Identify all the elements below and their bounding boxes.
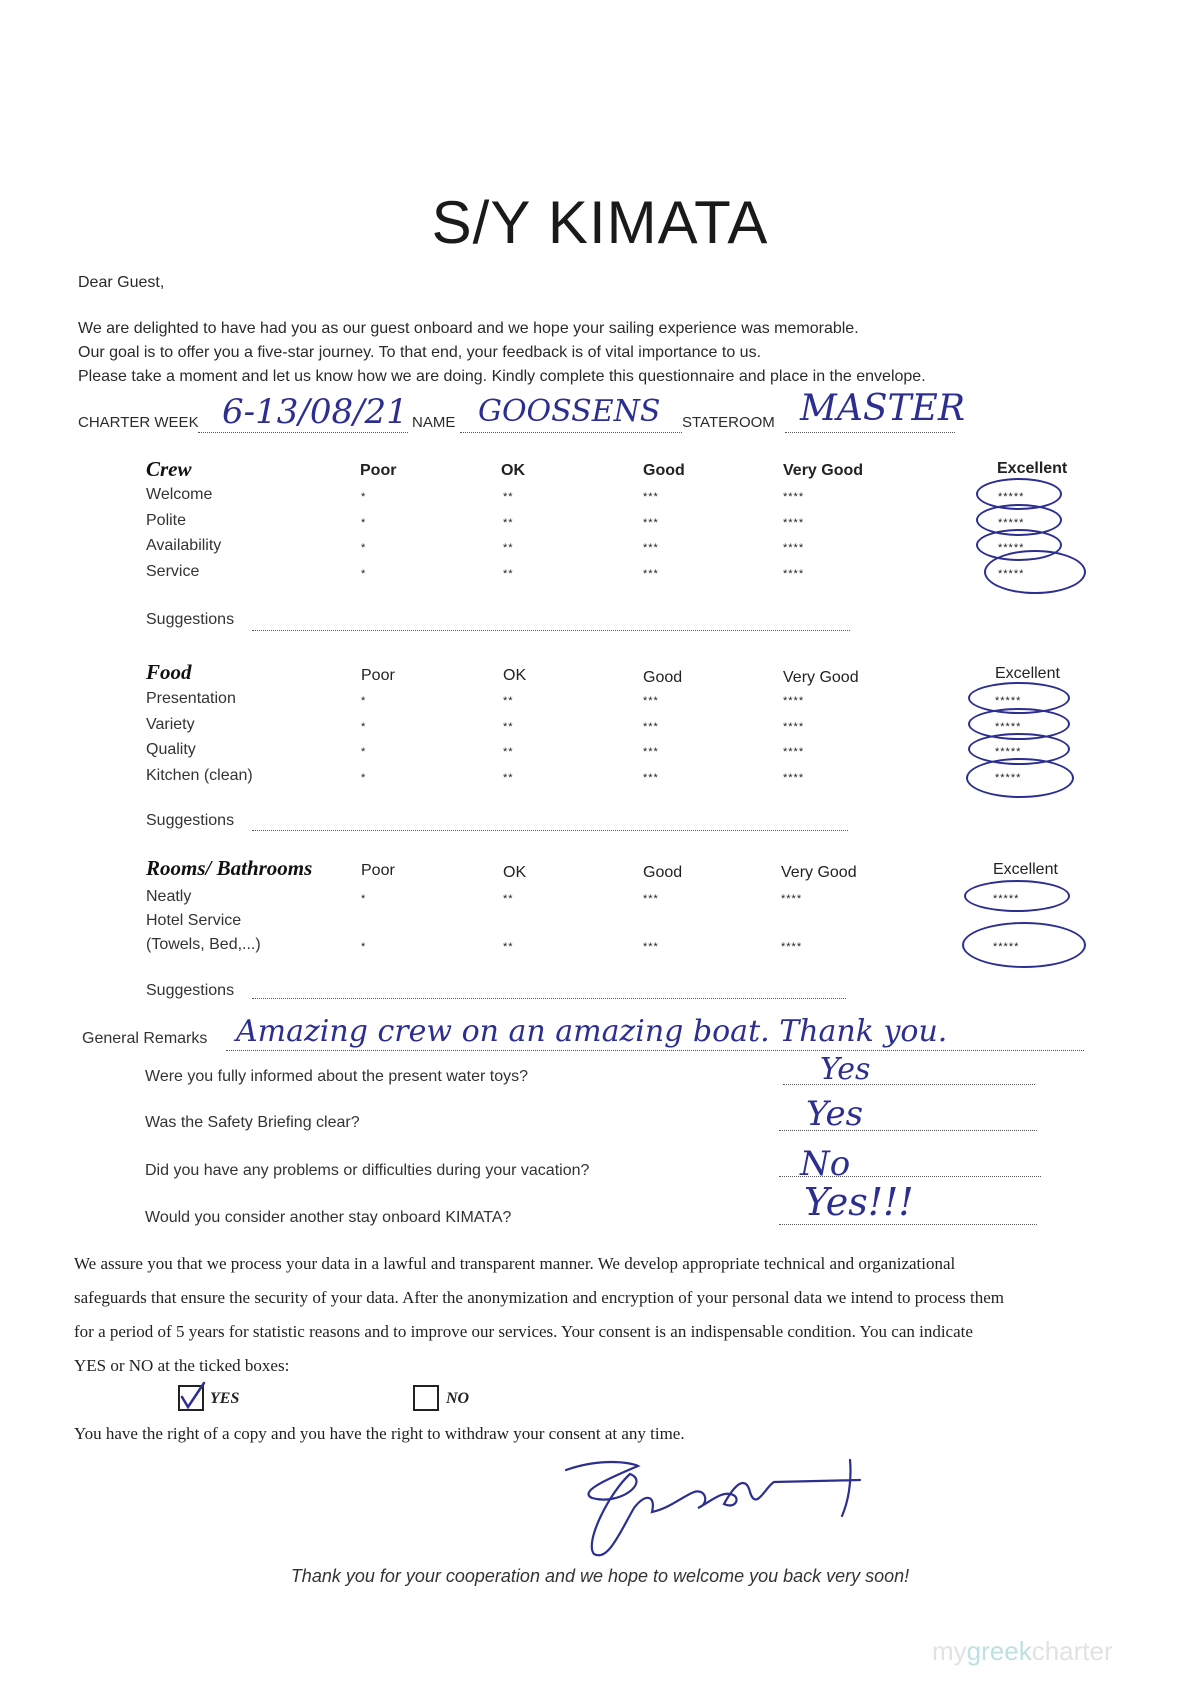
- stateroom-label: STATEROOM: [682, 414, 775, 431]
- suggestions-line[interactable]: [252, 830, 848, 831]
- star-ok[interactable]: **: [503, 517, 514, 529]
- intro-line-1: We are delighted to have had you as our guest onboard and we hope your sailing experience was memorable.: [78, 320, 859, 337]
- star-very-good[interactable]: ****: [783, 772, 805, 784]
- star-ok[interactable]: **: [503, 746, 514, 758]
- star-poor[interactable]: *: [361, 491, 367, 503]
- star-excellent[interactable]: *****: [993, 941, 1020, 953]
- star-poor[interactable]: *: [361, 893, 367, 905]
- star-ok[interactable]: **: [503, 568, 514, 580]
- col-very-good: Very Good: [783, 669, 859, 686]
- section-title: Crew: [146, 457, 192, 481]
- data-notice-line-4: YES or NO at the ticked boxes:: [74, 1356, 290, 1375]
- star-very-good[interactable]: ****: [783, 568, 805, 580]
- stateroom-value[interactable]: MASTER: [800, 388, 965, 429]
- data-notice-line-3: for a period of 5 years for statistic reasons and to improve our services. Your consent is an indispensable condition. You can indicate: [74, 1322, 973, 1341]
- star-ok[interactable]: **: [503, 542, 514, 554]
- col-good: Good: [643, 462, 685, 479]
- section-title: Rooms/ Bathrooms: [146, 856, 313, 880]
- row-label-quality: Quality: [146, 741, 196, 758]
- intro-line-3: Please take a moment and let us know how we are doing. Kindly complete this questionnaire and place in the envelope.: [78, 368, 926, 385]
- suggestions-line[interactable]: [252, 998, 846, 999]
- star-good[interactable]: ***: [643, 695, 659, 707]
- star-poor[interactable]: *: [361, 695, 367, 707]
- question-another-stay: Would you consider another stay onboard KIMATA?: [145, 1209, 512, 1226]
- col-excellent: Excellent: [993, 861, 1058, 878]
- col-good: Good: [643, 669, 683, 686]
- charter-week-value[interactable]: 6-13/08/21: [222, 392, 408, 432]
- star-good[interactable]: ***: [643, 517, 659, 529]
- star-excellent[interactable]: *****: [995, 721, 1022, 733]
- watermark-prefix: my: [932, 1636, 967, 1666]
- name-value[interactable]: GOOSSENS: [478, 394, 661, 429]
- col-ok: OK: [503, 864, 527, 881]
- charter-week-line: [198, 432, 408, 433]
- closing-message: Thank you for your cooperation and we hope to welcome you back very soon!: [290, 1566, 910, 1586]
- document-title: S/Y KIMATA: [431, 189, 769, 256]
- star-excellent[interactable]: *****: [995, 746, 1022, 758]
- star-ok[interactable]: **: [503, 721, 514, 733]
- star-good[interactable]: ***: [643, 772, 659, 784]
- rights-text: You have the right of a copy and you have the right to withdraw your consent at any time.: [74, 1424, 685, 1443]
- charter-week-label: CHARTER WEEK: [78, 414, 199, 431]
- star-very-good[interactable]: ****: [783, 517, 805, 529]
- question-problems: Did you have any problems or difficulties during your vacation?: [145, 1162, 590, 1179]
- star-poor[interactable]: *: [361, 941, 367, 953]
- star-very-good[interactable]: ****: [783, 542, 805, 554]
- answer-another-stay[interactable]: Yes!!!: [804, 1180, 914, 1224]
- star-poor[interactable]: *: [361, 517, 367, 529]
- row-label-hotel-service: Hotel Service: [146, 912, 242, 929]
- star-good[interactable]: ***: [643, 941, 659, 953]
- star-very-good[interactable]: ****: [783, 491, 805, 503]
- general-remarks-label: General Remarks: [82, 1030, 208, 1047]
- col-ok: OK: [503, 667, 527, 684]
- row-label-service: Service: [146, 563, 200, 580]
- name-label: NAME: [412, 414, 456, 431]
- intro-line-2: Our goal is to offer you a five-star journey. To that end, your feedback is of vital importance to us.: [78, 344, 762, 361]
- star-good[interactable]: ***: [643, 746, 659, 758]
- star-excellent[interactable]: *****: [995, 772, 1022, 784]
- row-label-variety: Variety: [146, 716, 195, 733]
- section-title: Food: [146, 660, 192, 684]
- star-ok[interactable]: **: [503, 772, 514, 784]
- suggestions-label: Suggestions: [146, 812, 235, 829]
- row-label-presentation: Presentation: [146, 690, 236, 707]
- consent-yes-label: YES: [210, 1390, 240, 1407]
- general-remarks-value[interactable]: Amazing crew on an amazing boat. Thank you.: [236, 1014, 948, 1049]
- suggestions-label: Suggestions: [146, 611, 235, 628]
- star-poor[interactable]: *: [361, 746, 367, 758]
- star-ok[interactable]: **: [503, 893, 514, 905]
- answer-problems[interactable]: No: [800, 1144, 851, 1184]
- star-excellent[interactable]: *****: [998, 568, 1025, 580]
- col-good: Good: [643, 864, 683, 881]
- star-excellent[interactable]: *****: [998, 542, 1025, 554]
- star-good[interactable]: ***: [643, 721, 659, 733]
- row-label-towels-bed: (Towels, Bed,...): [146, 936, 261, 953]
- star-ok[interactable]: **: [503, 695, 514, 707]
- answer-water-toys[interactable]: Yes: [820, 1052, 871, 1087]
- star-good[interactable]: ***: [643, 893, 659, 905]
- greeting: Dear Guest,: [78, 274, 165, 291]
- selected-oval: [964, 880, 1070, 912]
- selected-oval: [966, 758, 1074, 798]
- selected-oval: [984, 550, 1086, 594]
- col-very-good: Very Good: [783, 462, 864, 479]
- col-excellent: Excellent: [997, 460, 1068, 477]
- star-very-good[interactable]: ****: [783, 695, 805, 707]
- star-poor[interactable]: *: [361, 772, 367, 784]
- star-excellent[interactable]: *****: [998, 517, 1025, 529]
- selected-oval: [962, 922, 1086, 968]
- row-label-kitchen: Kitchen (clean): [146, 767, 253, 784]
- star-excellent[interactable]: *****: [998, 491, 1025, 503]
- star-very-good[interactable]: ****: [783, 746, 805, 758]
- star-very-good[interactable]: ****: [781, 893, 803, 905]
- data-notice-line-1: We assure you that we process your data in a lawful and transparent manner. We develop appropriate technical and organizational: [74, 1254, 956, 1273]
- question-water-toys: Were you fully informed about the present water toys?: [145, 1068, 529, 1085]
- answer-safety-briefing[interactable]: Yes: [806, 1094, 864, 1134]
- star-excellent[interactable]: *****: [993, 893, 1020, 905]
- row-label-welcome: Welcome: [146, 486, 213, 503]
- row-label-polite: Polite: [146, 512, 187, 529]
- suggestions-label: Suggestions: [146, 982, 235, 999]
- signature: [560, 1452, 920, 1562]
- question-safety-briefing: Was the Safety Briefing clear?: [145, 1114, 360, 1131]
- star-very-good[interactable]: ****: [783, 721, 805, 733]
- row-label-neatly: Neatly: [146, 888, 192, 905]
- star-good[interactable]: ***: [643, 491, 659, 503]
- col-poor: Poor: [361, 862, 395, 879]
- watermark-brand: greek: [966, 1636, 1032, 1666]
- data-notice-line-2: safeguards that ensure the security of your data. After the anonymization and encryption of your personal data we intend to process them: [74, 1288, 1004, 1307]
- consent-no-label: NO: [446, 1390, 470, 1407]
- row-label-availability: Availability: [146, 537, 222, 554]
- col-excellent: Excellent: [995, 665, 1060, 682]
- star-good[interactable]: ***: [643, 542, 659, 554]
- watermark-logo: [932, 1636, 1113, 1667]
- star-very-good[interactable]: ****: [781, 941, 803, 953]
- star-good[interactable]: ***: [643, 568, 659, 580]
- col-poor: Poor: [361, 667, 395, 684]
- answer-line: [779, 1224, 1037, 1225]
- suggestions-line[interactable]: [252, 630, 850, 631]
- name-line: [460, 432, 682, 433]
- watermark-suffix: charter: [1031, 1636, 1113, 1666]
- consent-no-checkbox[interactable]: [413, 1385, 439, 1411]
- star-poor[interactable]: *: [361, 721, 367, 733]
- general-remarks-line: [226, 1050, 1084, 1051]
- check-mark-icon: [178, 1381, 208, 1411]
- star-excellent[interactable]: *****: [995, 695, 1022, 707]
- col-very-good: Very Good: [781, 864, 857, 881]
- col-poor: Poor: [360, 462, 397, 479]
- star-ok[interactable]: **: [503, 941, 514, 953]
- star-ok[interactable]: **: [503, 491, 514, 503]
- col-ok: OK: [501, 462, 525, 479]
- star-poor[interactable]: *: [361, 568, 367, 580]
- stateroom-line: [785, 432, 955, 433]
- star-poor[interactable]: *: [361, 542, 367, 554]
- consent-yes-checkbox[interactable]: [178, 1385, 204, 1411]
